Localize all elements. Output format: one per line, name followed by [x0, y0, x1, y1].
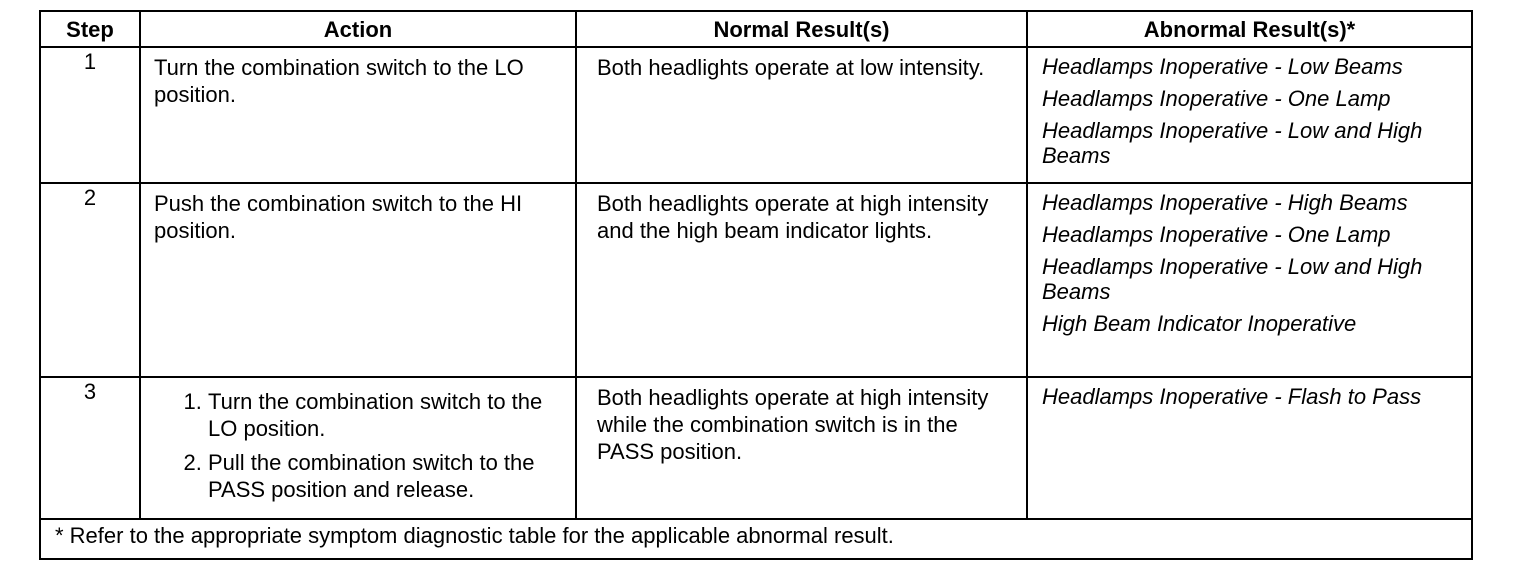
footnote-row	[40, 519, 1472, 559]
abnormal-results-cell	[1027, 377, 1472, 519]
footnote: * Refer to the appropriate symptom diagnostic table for the applicable abnormal result.	[40, 519, 1472, 559]
normal-result-cell: Both headlights operate at low intensity.	[576, 47, 1027, 183]
step-number: 3	[40, 377, 140, 519]
table-row	[40, 47, 1472, 183]
header-action: Action	[140, 11, 576, 47]
action-substep: 2. Pull the combination switch to the PASS position and release.	[208, 449, 565, 503]
headlamp-diagnostic-table	[39, 10, 1473, 560]
step-number: 2	[40, 183, 140, 377]
step-number: 1	[40, 47, 140, 183]
abnormal-result-link: High Beam Indicator Inoperative	[1042, 311, 1357, 336]
action-substep: 1. Turn the combination switch to the LO position.	[208, 388, 565, 442]
abnormal-results-cell	[1027, 47, 1472, 183]
header-abnormal-results: Abnormal Result(s)*	[1027, 11, 1472, 47]
action-cell: Turn the combination switch to the LO position.	[140, 47, 576, 183]
abnormal-result-link: Headlamps Inoperative - Low and High Beams	[1042, 118, 1423, 168]
normal-result-cell: Both headlights operate at high intensity and the high beam indicator lights.	[576, 183, 1027, 377]
abnormal-result-link: Headlamps Inoperative - Low Beams	[1042, 54, 1403, 79]
header-step: Step	[40, 11, 140, 47]
action-cell	[140, 377, 576, 519]
header-normal-results: Normal Result(s)	[576, 11, 1027, 47]
abnormal-result-link: Headlamps Inoperative - Low and High Beams	[1042, 254, 1423, 304]
abnormal-result-link: Headlamps Inoperative - High Beams	[1042, 190, 1408, 215]
diagnostic-table-page	[39, 10, 1471, 560]
normal-result-cell: Both headlights operate at high intensity while the combination switch is in the PASS position.	[576, 377, 1027, 519]
abnormal-result-link: Headlamps Inoperative - One Lamp	[1042, 86, 1391, 111]
table-row	[40, 377, 1472, 519]
abnormal-result-link: Headlamps Inoperative - Flash to Pass	[1042, 384, 1422, 409]
action-cell: Push the combination switch to the HI position.	[140, 183, 576, 377]
abnormal-result-link: Headlamps Inoperative - One Lamp	[1042, 222, 1391, 247]
header-row	[40, 11, 1472, 47]
abnormal-results-cell	[1027, 183, 1472, 377]
table-row	[40, 183, 1472, 377]
action-steps-list	[154, 388, 565, 503]
